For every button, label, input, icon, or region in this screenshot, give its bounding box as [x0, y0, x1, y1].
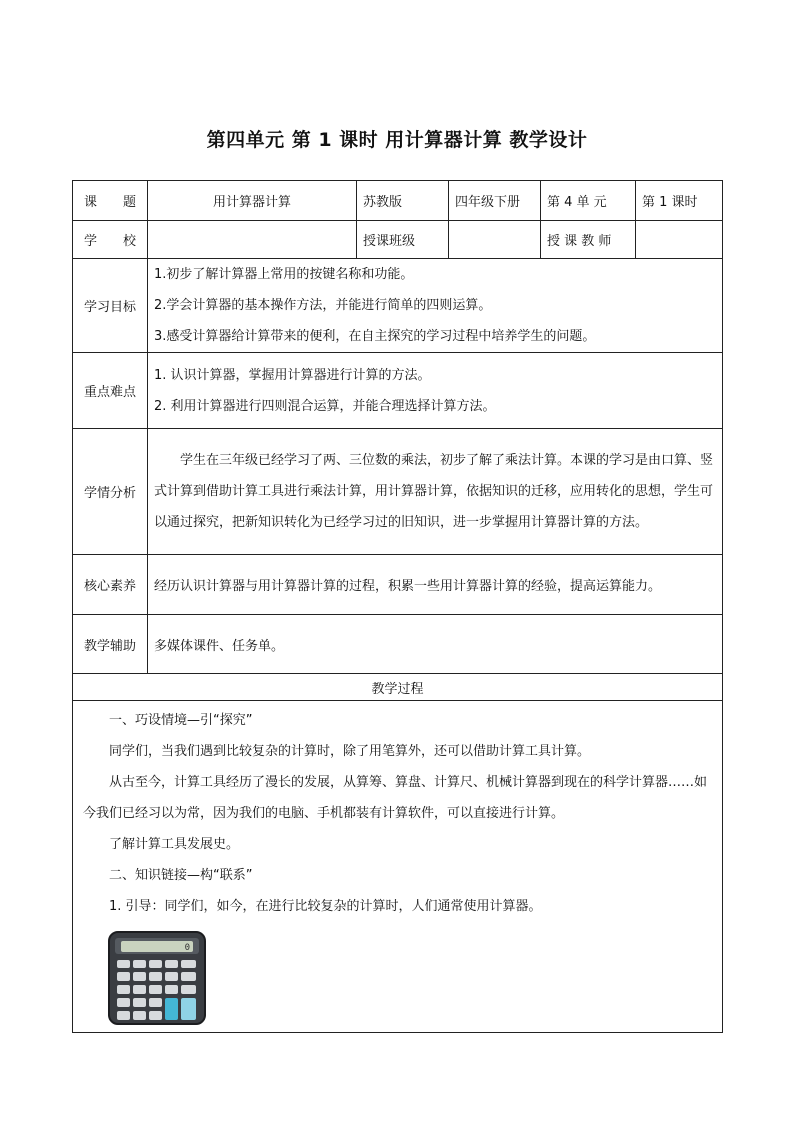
- objective-item: 1.初步了解计算器上常用的按键名称和功能。: [154, 267, 414, 282]
- teacher-value: [636, 221, 723, 259]
- lesson-value: 第 1 课时: [636, 181, 723, 221]
- label-school: 学 校: [73, 221, 148, 259]
- label-analysis: 学情分析: [73, 429, 148, 555]
- label-objectives: 学习目标: [73, 259, 148, 353]
- row-objectives: [73, 259, 723, 353]
- key-points-list: [148, 353, 723, 429]
- aids-text: 多媒体课件、任务单。: [148, 615, 723, 674]
- section-heading: 二、知识链接—构“联系”: [109, 868, 253, 883]
- label-literacy: 核心素养: [73, 555, 148, 615]
- grade-value: 四年级下册: [449, 181, 541, 221]
- analysis-cell: [148, 429, 723, 555]
- row-process-header: [73, 674, 723, 701]
- row-aids: [73, 615, 723, 674]
- row-school: [73, 221, 723, 259]
- label-key-points: 重点难点: [73, 353, 148, 429]
- process-cell: [73, 701, 723, 1033]
- class-value: [449, 221, 541, 259]
- lesson-plan-table: [72, 180, 723, 1033]
- key-point-item: 2. 利用计算器进行四则混合运算，并能合理选择计算方法。: [154, 398, 496, 414]
- label-topic: 课 题: [73, 181, 148, 221]
- row-literacy: [73, 555, 723, 615]
- process-paragraph: 从古至今，计算工具经历了漫长的发展，从算筹、算盘、计算尺、机械计算器到现在的科学计算器……如今我们已经习以为常，因为我们的电脑、手机都装有计算软件，可以直接进行计算。: [83, 775, 708, 821]
- objective-item: 3.感受计算器给计算带来的便利，在自主探究的学习过程中培养学生的问题。: [154, 329, 596, 344]
- label-teacher: 授 课 教 师: [541, 221, 636, 259]
- analysis-text: 学生在三年级已经学习了两、三位数的乘法，初步了解了乘法计算。本课的学习是由口算、竖式计算到借助计算工具进行乘法计算，用计算器计算，依据知识的迁移，应用转化的思想，学生可以通过探究，把新知识转化为已经学习过的旧知识，进一步掌握用计算器计算的方法。: [154, 453, 714, 530]
- process-paragraph: 1. 引导：同学们，如今，在进行比较复杂的计算时，人们通常使用计算器。: [109, 899, 542, 914]
- process-paragraph: 同学们，当我们遇到比较复杂的计算时，除了用笔算外，还可以借助计算工具计算。: [109, 744, 591, 759]
- section-heading: 一、巧设情境—引“探究”: [109, 713, 253, 728]
- unit-value: 第 4 单 元: [541, 181, 636, 221]
- publisher-value: 苏教版: [357, 181, 449, 221]
- row-key-points: [73, 353, 723, 429]
- row-topic: [73, 181, 723, 221]
- calculator-image: [107, 930, 207, 1026]
- process-header: 教学过程: [73, 674, 723, 701]
- label-class: 授课班级: [357, 221, 449, 259]
- objectives-list: [148, 259, 723, 353]
- literacy-text: 经历认识计算器与用计算器计算的过程，积累一些用计算器计算的经验，提高运算能力。: [148, 555, 723, 615]
- calculator-display-text: 0: [184, 943, 190, 953]
- row-analysis: [73, 429, 723, 555]
- document-title: 第四单元 第 1 课时 用计算器计算 教学设计: [206, 129, 588, 151]
- topic-value: 用计算器计算: [148, 181, 357, 221]
- row-process: [73, 701, 723, 1033]
- label-aids: 教学辅助: [73, 615, 148, 674]
- process-paragraph: 了解计算工具发展史。: [109, 837, 240, 852]
- objective-item: 2.学会计算器的基本操作方法，并能进行简单的四则运算。: [154, 298, 492, 313]
- school-value: [148, 221, 357, 259]
- key-point-item: 1. 认识计算器，掌握用计算器进行计算的方法。: [154, 367, 431, 383]
